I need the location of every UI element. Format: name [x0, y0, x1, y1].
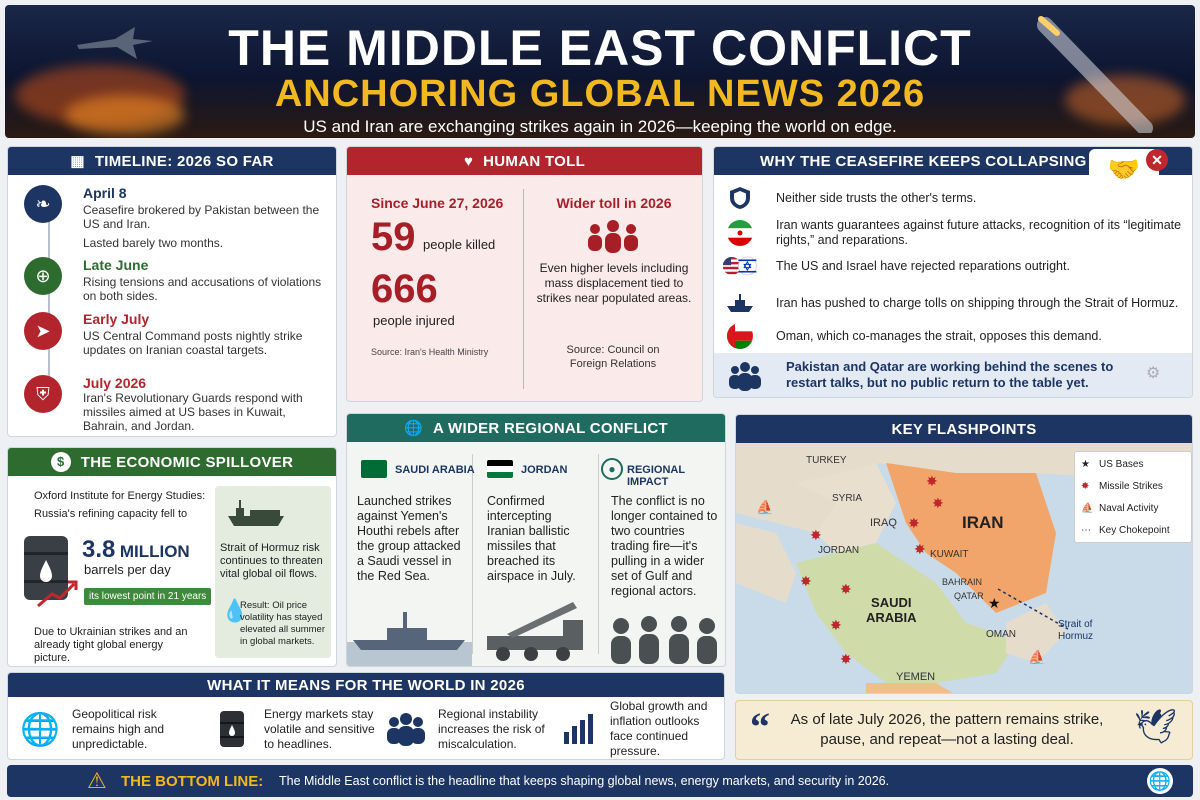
- jordan-flag-icon: [487, 460, 513, 478]
- regional-panel: [346, 413, 726, 667]
- map-label-saudi: SAUDI ARABIA: [866, 595, 917, 625]
- us-israel-flags-icon: [722, 253, 758, 279]
- missile-strike-icon: ✸: [908, 515, 920, 531]
- timeline-panel: [7, 146, 337, 437]
- map-label-oman: OMAN: [986, 629, 1016, 640]
- econ-cause: Due to Ukrainian strikes and an already tight global energy picture.: [34, 626, 188, 664]
- regional-header: 🌐 A WIDER REGIONAL CONFLICT: [347, 414, 725, 442]
- map-label-strait: Strait of Hormuz: [1058, 619, 1094, 642]
- why-item: Oman, which co-manages the strait, opposes this demand.: [722, 319, 1192, 353]
- globe-icon: 🌐: [404, 420, 423, 437]
- timeline-header: ▦ TIMELINE: 2026 SO FAR: [8, 147, 336, 175]
- timeline-date: April 8: [83, 185, 127, 201]
- bar-chart-icon: [556, 707, 600, 751]
- regional-col-text: Confirmed intercepting Iranian ballistic missiles that breached its airspace in July.: [487, 494, 576, 583]
- world-item: 🌐 Geopolitical risk remains high and unpredictable.: [18, 700, 202, 758]
- map-label-jordan: JORDAN: [818, 545, 860, 556]
- map-label-yemen: YEMEN: [896, 671, 936, 683]
- us-base-icon: ★: [1081, 459, 1090, 470]
- people-group-icon: [728, 361, 762, 391]
- oil-barrel-icon: [18, 530, 78, 610]
- missile-strike-icon: ✸: [840, 651, 852, 667]
- missile-strike-icon: ✸: [830, 617, 842, 633]
- toll-source-right: Source: Council on Foreign Relations: [566, 344, 660, 370]
- globe-icon: 🌐: [20, 710, 60, 747]
- map-label-bahrain: BAHRAIN: [942, 577, 983, 587]
- legend-item: ✸ Missile Strikes: [1081, 476, 1185, 498]
- missile-strike-icon: ✸: [1081, 481, 1090, 492]
- missile-strike-icon: ✸: [840, 581, 852, 597]
- regional-col-text: The conflict is no longer contained to two countries trading fire—it's pulling in a wider set of Gulf and regional actors.: [611, 494, 718, 598]
- map-label-turkey: TURKEY: [806, 455, 847, 466]
- calendar-icon: ▦: [70, 153, 85, 170]
- timeline-text: Rising tensions and accusations of violations on both sides.: [83, 275, 322, 303]
- gear-icon: ⚙: [1146, 365, 1161, 382]
- map-legend: [1074, 451, 1192, 543]
- injured-label: people injured: [373, 313, 455, 328]
- regional-divider: [472, 454, 473, 654]
- shield-icon: ⛨: [24, 375, 62, 413]
- why-item: The US and Israel have rejected reparations outright.: [722, 249, 1192, 283]
- globe-icon: 🌐: [1147, 768, 1173, 794]
- injured-count: 666: [371, 267, 438, 311]
- ship-icon: [722, 290, 758, 316]
- human-toll-panel: [346, 146, 703, 402]
- naval-activity-icon: ⛵: [756, 499, 774, 515]
- timeline-text-extra: Lasted barely two months.: [83, 236, 224, 250]
- toll-wider-heading: Wider toll in 2026: [556, 195, 672, 211]
- killed-count: 59: [371, 215, 416, 259]
- econ-unit: barrels per day: [84, 562, 171, 577]
- timeline-date: Late June: [83, 257, 149, 273]
- legend-item: ★ US Bases: [1081, 454, 1185, 476]
- warship-icon: [347, 592, 472, 667]
- legend-item: ⋯ Key Chokepoint: [1081, 520, 1185, 542]
- regional-col-text: Launched strikes against Yemen's Houthi rebels after the group attacked a Saudi vessel in the Red Sea.: [357, 494, 461, 583]
- bottom-line-bar: [7, 765, 1193, 797]
- chokepoint-line: [996, 585, 1076, 635]
- bottom-line-label: THE BOTTOM LINE:: [121, 773, 264, 790]
- dollar-icon: $: [51, 452, 71, 472]
- people-group-icon: [384, 707, 428, 751]
- oil-barrel-icon: [210, 707, 254, 751]
- map-label-iran: IRAN: [962, 513, 1004, 532]
- why-item: Neither side trusts the other's terms.: [722, 181, 1192, 215]
- why-item: Iran has pushed to charge tolls on shipping through the Strait of Hormuz.: [722, 283, 1192, 323]
- human-toll-header: ♥ HUMAN TOLL: [347, 147, 702, 175]
- missile-strike-icon: ✸: [926, 473, 938, 489]
- crosshair-icon: ⊕: [24, 257, 62, 295]
- us-base-icon: ★: [988, 595, 1001, 611]
- timeline-text: US Central Command posts nightly strike updates on Iranian coastal targets.: [83, 329, 303, 357]
- why-ceasefire-header: WHY THE CEASEFIRE KEEPS COLLAPSING: [714, 147, 1192, 175]
- toll-divider: [523, 189, 524, 389]
- why-item: Iran wants guarantees against future attacks, recognition of its “legitimate rights,” and reparations.: [722, 213, 1192, 253]
- missile-strike-icon: ✸: [932, 495, 944, 511]
- map-label-qatar: QATAR: [954, 591, 984, 601]
- timeline-date: Early July: [83, 311, 150, 327]
- handshake-icon: 🤝: [1089, 149, 1159, 189]
- econ-hormuz-text: Strait of Hormuz risk continues to threaten vital global oil flows.: [220, 542, 323, 580]
- econ-source: Oxford Institute for Energy Studies:: [34, 490, 206, 502]
- econ-lead: Russia's refining capacity fell to: [34, 508, 188, 520]
- why-ceasefire-panel: [713, 146, 1193, 398]
- map-label-iraq: IRAQ: [870, 517, 897, 529]
- heartbeat-icon: ♥: [463, 152, 474, 170]
- naval-activity-icon: ⛵: [1081, 503, 1094, 514]
- toll-since-heading: Since June 27, 2026: [371, 195, 504, 211]
- world-item: Global growth and inflation outlooks face continued pressure.: [556, 700, 722, 758]
- world-item: Energy markets stay volatile and sensitive to headlines.: [210, 700, 378, 758]
- economic-panel: [7, 447, 337, 667]
- oil-drop-icon: 💧: [221, 598, 249, 623]
- missile-strike-icon: ✸: [800, 573, 812, 589]
- toll-wider-text: Even higher levels including mass displacement tied to strikes near populated areas.: [536, 261, 692, 305]
- people-group-icon: [585, 219, 641, 253]
- missile-launcher-icon: [477, 594, 595, 664]
- econ-result-text: Result: Oil price volatility has stayed elevated all summer in global markets.: [240, 600, 326, 647]
- regional-col-title: REGIONAL IMPACT: [627, 464, 685, 488]
- missile-icon: ➤: [24, 312, 62, 350]
- page-title: THE MIDDLE EAST CONFLICT: [228, 20, 972, 76]
- tanker-icon: [226, 496, 286, 528]
- header-banner: [5, 5, 1195, 138]
- toll-source-left: Source: Iran's Health Ministry: [371, 347, 489, 357]
- econ-value: 3.8 MILLION: [82, 536, 190, 563]
- people-network-icon: ●: [601, 458, 623, 480]
- economic-header: $ THE ECONOMIC SPILLOVER: [8, 448, 336, 476]
- chokepoint-icon: ⋯: [1081, 525, 1091, 536]
- x-circle-icon: ✕: [1146, 149, 1168, 171]
- regional-col-title: SAUDI ARABIA: [395, 464, 475, 476]
- naval-activity-icon: ⛵: [1028, 649, 1046, 665]
- timeline-date: July 2026: [83, 375, 147, 391]
- crowd-icon: [605, 610, 723, 666]
- map-label-syria: SYRIA: [832, 493, 863, 504]
- timeline-text: Ceasefire brokered by Pakistan between the US and Iran.: [83, 203, 320, 231]
- map-label-kuwait: KUWAIT: [930, 549, 969, 560]
- page-title-secondary: ANCHORING GLOBAL NEWS 2026: [274, 73, 926, 115]
- saudi-flag-icon: [361, 460, 387, 478]
- world-header: WHAT IT MEANS FOR THE WORLD IN 2026: [8, 673, 724, 697]
- oman-flag-icon: [722, 323, 758, 349]
- missile-strike-icon: ✸: [914, 541, 926, 557]
- quote-panel: [735, 700, 1193, 760]
- warning-icon: ⚠: [87, 768, 107, 793]
- dove-icon: ❧: [24, 185, 62, 223]
- iran-flag-icon: [722, 220, 758, 246]
- world-item: Regional instability increases the risk of miscalculation.: [384, 700, 554, 758]
- timeline-text: Iran's Revolutionary Guards respond with missiles aimed at US bases in Kuwait, Bahrain, and Jordan.: [83, 391, 303, 433]
- bottom-line-text: The Middle East conflict is the headline that keeps shaping global news, energy markets, and security in 2026.: [279, 774, 890, 788]
- shield-icon: [722, 185, 758, 211]
- regional-col-title: JORDAN: [521, 464, 568, 476]
- econ-badge: its lowest point in 21 years: [84, 588, 211, 605]
- missile-strike-icon: ✸: [810, 527, 822, 543]
- flashpoints-header: KEY FLASHPOINTS: [736, 415, 1192, 443]
- dove-icon: 🕊: [1134, 708, 1178, 746]
- regional-divider: [598, 454, 599, 654]
- killed-label: people killed: [423, 237, 496, 252]
- quote-mark-icon: “: [750, 704, 770, 749]
- flashpoints-panel: [735, 414, 1193, 694]
- page-subtitle: US and Iran are exchanging strikes again in 2026—keeping the world on edge.: [303, 117, 897, 136]
- why-highlight-text: Pakistan and Qatar are working behind the scenes to restart talks, but no public return to the table yet.: [786, 359, 1114, 390]
- legend-item: ⛵ Naval Activity: [1081, 498, 1185, 520]
- quote-text: As of late July 2026, the pattern remains strike, pause, and repeat—not a lasting deal.: [790, 711, 1104, 748]
